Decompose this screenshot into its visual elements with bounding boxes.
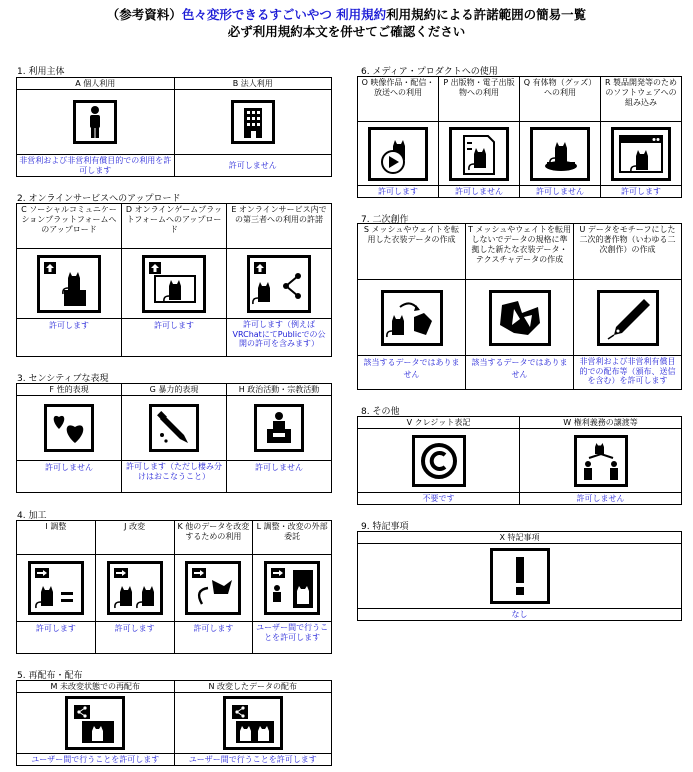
item-q-foot: 許可しません bbox=[520, 185, 600, 197]
item-n bbox=[175, 681, 332, 765]
item-w bbox=[520, 417, 681, 504]
item-t-head: T メッシュやウェイトを転用しないでデータの規格に準拠した新たな衣装データ・テクスチャデータの作成 bbox=[466, 224, 573, 280]
use-for-other-icon bbox=[185, 561, 241, 615]
item-s-head: S メッシュやウェイトを転用した衣装データの作成 bbox=[358, 224, 465, 280]
item-c-head: C ソーシャルコミュニケーションプラットフォームへのアップロード bbox=[17, 204, 121, 249]
item-a-head: A 個人利用 bbox=[17, 78, 174, 90]
transfer-rights-icon bbox=[574, 435, 628, 487]
item-l bbox=[253, 521, 331, 653]
item-g-head: G 暴力的表現 bbox=[122, 384, 226, 396]
item-u-head: U データをモチーフにした二次的著作物（いわゆる二次創作）の作成 bbox=[574, 224, 681, 280]
item-l-foot: ユーザー間で行うことを許可します bbox=[253, 621, 331, 653]
item-m-foot: ユーザー間で行うことを許可します bbox=[17, 753, 174, 765]
item-x-head: X 特記事項 bbox=[358, 532, 681, 544]
title-blue: 色々変形できるすごいやつ 利用規約 bbox=[181, 7, 387, 22]
page-title bbox=[0, 6, 693, 40]
section-5-table bbox=[16, 680, 332, 766]
item-h-head: H 政治活動・宗教活動 bbox=[227, 384, 331, 396]
item-d-foot: 許可します bbox=[122, 318, 226, 356]
goods-icon bbox=[530, 127, 590, 181]
item-f-head: F 性的表現 bbox=[17, 384, 121, 396]
item-l-head: L 調整・改変の外部委託 bbox=[253, 521, 331, 555]
item-h bbox=[227, 384, 331, 492]
section-4-title: 4. 加工 bbox=[17, 511, 47, 521]
title-line2: 必ず利用規約本文を併せてご確認ください bbox=[227, 24, 466, 39]
section-4-table bbox=[16, 520, 332, 654]
item-a bbox=[17, 78, 175, 176]
item-m-head: M 未改変状態での再配布 bbox=[17, 681, 174, 693]
item-v bbox=[358, 417, 520, 504]
item-t-foot: 該当するデータではありません bbox=[466, 355, 573, 389]
item-p-foot: 許可しません bbox=[439, 185, 519, 197]
copyright-icon bbox=[412, 435, 466, 487]
item-b-head: B 法人利用 bbox=[175, 78, 332, 90]
item-h-foot: 許可しません bbox=[227, 460, 331, 492]
upload-social-icon bbox=[37, 255, 101, 313]
software-icon bbox=[611, 127, 671, 181]
item-m bbox=[17, 681, 175, 765]
item-v-head: V クレジット表記 bbox=[358, 417, 519, 429]
item-p-head: P 出版物・電子出版物への利用 bbox=[439, 77, 519, 122]
item-n-head: N 改変したデータの配布 bbox=[175, 681, 332, 693]
item-i-foot: 許可します bbox=[17, 621, 95, 653]
item-c bbox=[17, 204, 122, 356]
item-r bbox=[601, 77, 681, 197]
item-e-head: E オンラインサービス内での第三者への利用の許諾 bbox=[227, 204, 331, 249]
item-e bbox=[227, 204, 331, 356]
item-f bbox=[17, 384, 122, 492]
pen-icon bbox=[597, 290, 659, 346]
exclamation-icon bbox=[490, 548, 550, 604]
share-third-party-icon bbox=[247, 255, 311, 313]
section-3-title: 3. センシティブな表現 bbox=[17, 374, 109, 384]
section-6-title: 6. メディア・プロダクトへの使用 bbox=[361, 67, 498, 77]
item-k bbox=[175, 521, 254, 653]
section-1-title: 1. 利用主体 bbox=[17, 67, 65, 77]
item-d-head: D オンラインゲームプラットフォームへのアップロード bbox=[122, 204, 226, 249]
item-u bbox=[574, 224, 681, 389]
item-x-foot: なし bbox=[358, 608, 681, 620]
title-suffix: 利用規約による許諾範囲の簡易一覧 bbox=[386, 7, 587, 22]
costume-transfer-icon bbox=[381, 290, 443, 346]
section-7-table bbox=[357, 223, 682, 390]
modify-icon bbox=[107, 561, 163, 615]
item-r-head: R 製品開発等のためのソフトウェアへの組み込み bbox=[601, 77, 681, 122]
redistribute-icon bbox=[65, 696, 125, 750]
item-v-foot: 不要です bbox=[358, 492, 519, 504]
item-k-foot: 許可します bbox=[175, 621, 253, 653]
item-a-foot: 非営利および非営利有償目的での利用を許可します bbox=[17, 154, 174, 176]
section-9-title: 9. 特記事項 bbox=[361, 522, 409, 532]
outsource-icon bbox=[264, 561, 320, 615]
section-1-table bbox=[16, 77, 332, 177]
title-prefix: （参考資料） bbox=[106, 7, 182, 22]
section-6-table bbox=[357, 76, 682, 198]
adjust-icon bbox=[28, 561, 84, 615]
item-s bbox=[358, 224, 466, 389]
item-q-head: Q 有体物（グッズ）への利用 bbox=[520, 77, 600, 122]
item-i-head: I 調整 bbox=[17, 521, 95, 555]
item-s-foot: 該当するデータではありません bbox=[358, 355, 465, 389]
new-costume-icon bbox=[489, 290, 551, 346]
item-t bbox=[466, 224, 574, 389]
item-w-head: W 権利義務の譲渡等 bbox=[520, 417, 681, 429]
upload-game-icon bbox=[142, 255, 206, 313]
item-k-head: K 他のデータを改変するための利用 bbox=[175, 521, 253, 555]
item-j-head: J 改変 bbox=[96, 521, 174, 555]
item-g-foot: 許可します（ただし棲み分けはおこなうこと） bbox=[122, 460, 226, 492]
item-d bbox=[122, 204, 227, 356]
item-o-foot: 許可します bbox=[358, 185, 438, 197]
publication-icon bbox=[449, 127, 509, 181]
section-9-table bbox=[357, 531, 682, 621]
section-5-title: 5. 再配布・配布 bbox=[17, 671, 83, 681]
person-icon bbox=[73, 100, 117, 144]
item-u-foot: 非営利および非営利有償目的での配布等（頒布、送信を含む）を許可します bbox=[574, 355, 681, 389]
item-p bbox=[439, 77, 520, 197]
podium-icon bbox=[254, 404, 304, 452]
item-o-head: O 映像作品・配信・放送への利用 bbox=[358, 77, 438, 122]
distribute-modified-icon bbox=[223, 696, 283, 750]
item-i bbox=[17, 521, 96, 653]
section-8-table bbox=[357, 416, 682, 505]
section-8-title: 8. その他 bbox=[361, 407, 400, 417]
item-x bbox=[358, 532, 681, 620]
item-b bbox=[175, 78, 332, 176]
hearts-icon bbox=[44, 404, 94, 452]
item-b-foot: 許可しません bbox=[175, 154, 332, 176]
building-icon bbox=[231, 100, 275, 144]
item-j bbox=[96, 521, 175, 653]
section-3-table bbox=[16, 383, 332, 493]
item-c-foot: 許可します bbox=[17, 318, 121, 356]
item-w-foot: 許可しません bbox=[520, 492, 681, 504]
item-n-foot: ユーザー間で行うことを許可します bbox=[175, 753, 332, 765]
item-e-foot: 許可します（例えばVRChatにてPublicでの公開の許可を含みます） bbox=[227, 318, 331, 356]
section-2-table bbox=[16, 203, 332, 357]
section-7-title: 7. 二次創作 bbox=[361, 215, 409, 225]
item-o bbox=[358, 77, 439, 197]
item-q bbox=[520, 77, 601, 197]
item-f-foot: 許可しません bbox=[17, 460, 121, 492]
knife-icon bbox=[149, 404, 199, 452]
section-2-title: 2. オンラインサービスへのアップロード bbox=[17, 194, 181, 204]
item-g bbox=[122, 384, 227, 492]
video-icon bbox=[368, 127, 428, 181]
item-r-foot: 許可します bbox=[601, 185, 681, 197]
item-j-foot: 許可します bbox=[96, 621, 174, 653]
